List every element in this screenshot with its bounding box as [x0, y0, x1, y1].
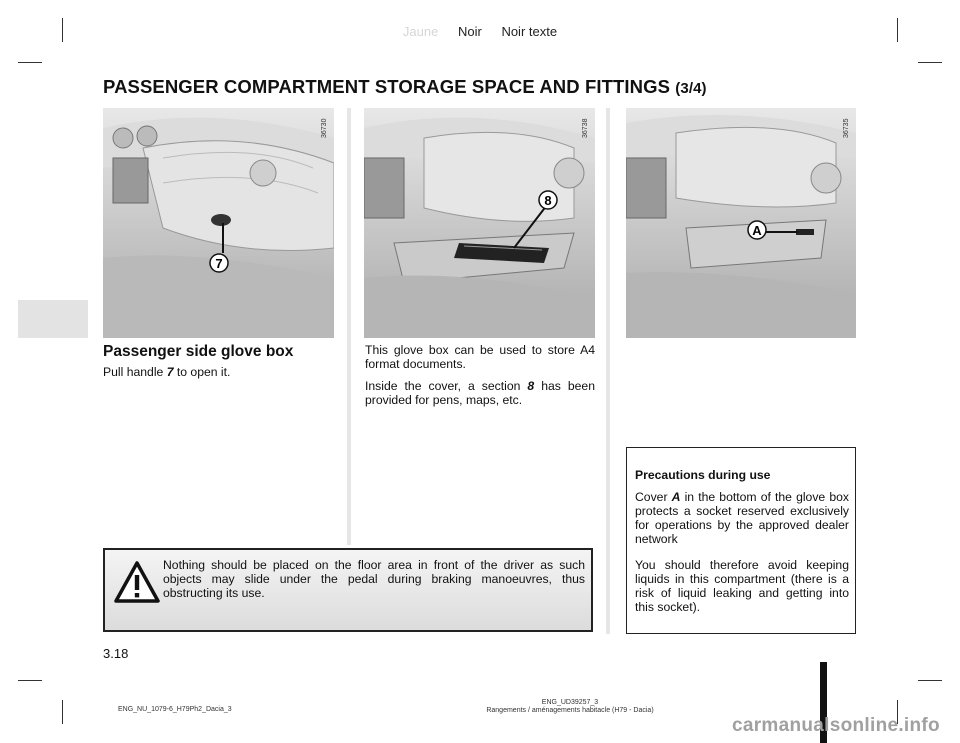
- col2-text: has been provided for pens, maps, etc.: [365, 379, 595, 407]
- col2-paragraph-2: [365, 379, 595, 407]
- column-separator: [347, 108, 351, 545]
- crop-mark: [62, 700, 63, 724]
- crop-mark: [18, 62, 42, 63]
- ref-a: A: [671, 490, 681, 504]
- crop-mark: [18, 680, 42, 681]
- glove-box-photo-2: [364, 108, 595, 338]
- crop-mark: [918, 62, 942, 63]
- warning-triangle-icon: [113, 558, 161, 606]
- glove-box-photo-1: [103, 108, 334, 338]
- chapter-tab: [18, 300, 88, 338]
- print-color-noir-texte: Noir texte: [501, 24, 558, 39]
- ref-7: 7: [166, 365, 174, 379]
- callout-7: 7: [215, 256, 223, 271]
- page-number: 3.18: [103, 646, 129, 661]
- dashboard-illustration: [364, 108, 595, 338]
- page-title-text: PASSENGER COMPARTMENT STORAGE SPACE AND FITTINGS: [103, 76, 671, 97]
- dashboard-illustration: [626, 108, 856, 338]
- footer-mid-line-1: ENG_UD39257_3: [541, 699, 599, 706]
- dashboard-illustration: [103, 108, 334, 338]
- page-title: [103, 76, 707, 98]
- warning-text: Nothing should be placed on the floor area in front of the driver as such objects may slide under the pedal during braking manoeuvres, thus obstructing its use.: [163, 558, 585, 600]
- print-color-noir: Noir: [457, 24, 482, 39]
- col1-text: Pull handle: [103, 365, 167, 379]
- section-heading: Passenger side glove box: [103, 343, 294, 360]
- col2-paragraph-1: This glove box can be used to store A4 format documents.: [365, 343, 595, 371]
- ref-8: 8: [527, 379, 535, 393]
- print-color-labels: [0, 24, 960, 39]
- watermark: carmanualsonline.info: [732, 715, 940, 736]
- callout-8: 8: [544, 193, 552, 208]
- footer-left: ENG_NU_1079-6_H79Ph2_Dacia_3: [118, 706, 232, 713]
- column-separator: [606, 108, 610, 634]
- crop-mark: [918, 680, 942, 681]
- glove-box-photo-3: [626, 108, 856, 338]
- col1-text: to open it.: [173, 365, 231, 379]
- footer-mid: [440, 699, 700, 715]
- image-ref-36738: 36738: [582, 118, 589, 138]
- callout-a: A: [752, 223, 762, 238]
- precautions-paragraph-1: [635, 490, 849, 546]
- precautions-box: [626, 447, 856, 634]
- footer-mid-line-2: Rangements / aménagements habitacle (H79 - Dacia): [486, 707, 654, 714]
- image-ref-36735: 36735: [843, 118, 850, 138]
- page-title-suffix: (3/4): [675, 80, 707, 97]
- warning-box: [103, 548, 593, 632]
- precautions-text: Cover: [635, 490, 672, 504]
- col2-text: Inside the cover, a section: [365, 379, 528, 393]
- print-color-jaune: Jaune: [402, 24, 439, 39]
- precautions-text: in the bottom of the glove box protects a socket reserved exclusively for operations by the approved dealer network: [635, 490, 849, 546]
- precautions-title: Precautions during use: [635, 468, 771, 482]
- precautions-paragraph-2: You should therefore avoid keeping liquids in this compartment (there is a risk of liquid leaking and getting into this socket).: [635, 558, 849, 614]
- col1-paragraph: [103, 365, 333, 379]
- image-ref-36730: 36730: [321, 118, 328, 138]
